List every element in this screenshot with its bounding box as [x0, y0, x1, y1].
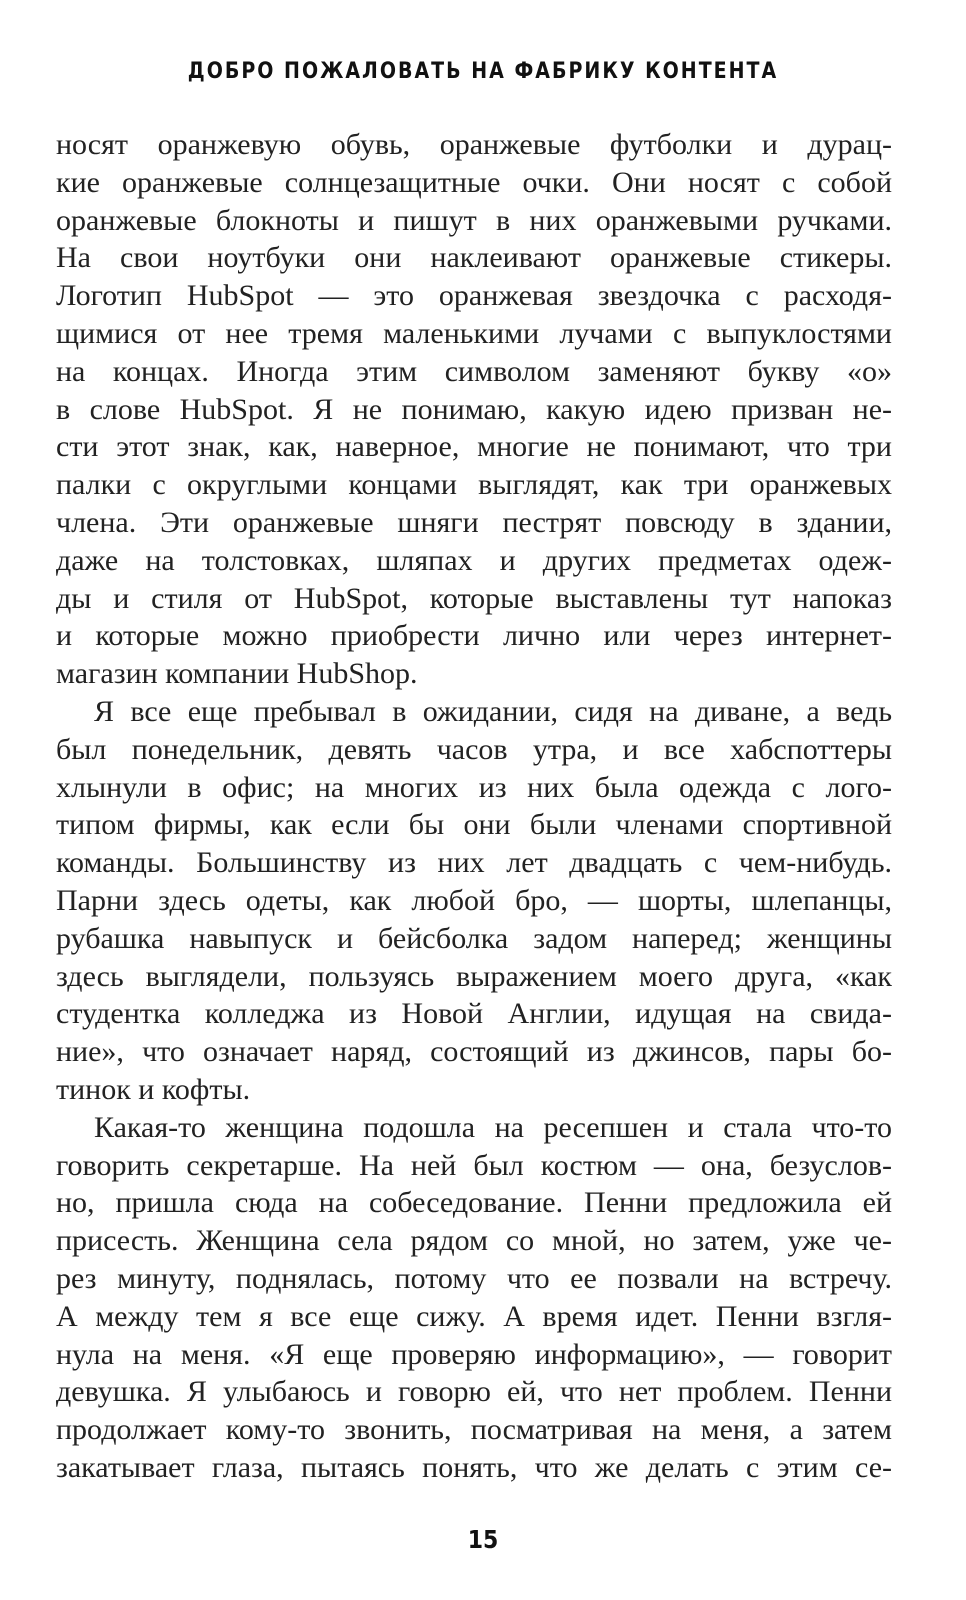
text-line: кие оранжевые солнцезащитные очки. Они носят с собой	[56, 165, 892, 199]
text-line: щимися от нее тремя маленькими лучами с выпуклостями	[56, 316, 892, 350]
text-line: даже на толстовках, шляпах и других предметах одеж-	[56, 543, 892, 577]
running-head: ДОБРО ПОЖАЛОВАТЬ НА ФАБРИКУ КОНТЕНТА	[187, 58, 779, 84]
text-line: говорить секретарше. На ней был костюм — она, безуслов-	[56, 1148, 892, 1182]
text-line: продолжает кому-то звонить, посматривая на меня, а затем	[56, 1413, 892, 1447]
text-line: А между тем я все еще сижу. А время идет. Пенни взгля-	[56, 1299, 892, 1333]
text-line: сти этот знак, как, наверное, многие не понимают, что три	[56, 430, 892, 464]
text-line: здесь выглядели, пользуясь выражением моего друга, «как	[56, 959, 892, 993]
text-line: Парни здесь одеты, как любой бро, — шорты, шлепанцы,	[56, 883, 892, 917]
text-line: рез минуту, поднялась, потому что ее позвали на встречу.	[56, 1261, 892, 1295]
text-line: палки с округлыми концами выглядят, как три оранжевых	[56, 468, 892, 502]
text-line: и которые можно приобрести лично или через интернет-	[56, 619, 892, 653]
text-line: носят оранжевую обувь, оранжевые футболки и дурац-	[56, 128, 892, 161]
text-line: ды и стиля от HubSpot, которые выставлены тут напоказ	[56, 581, 892, 615]
text-line: хлынули в офис; на многих из них была одежда с лого-	[56, 770, 892, 804]
text-line: Какая-то женщина подошла на ресепшен и стала что-то	[94, 1110, 892, 1144]
page-number: 15	[467, 1526, 499, 1555]
text-line: студентка колледжа из Новой Англии, идущая на свида-	[56, 997, 892, 1031]
text-line: Логотип HubSpot — это оранжевая звездочка с расходя-	[56, 279, 892, 313]
text-line: магазин компании HubShop.	[56, 657, 418, 691]
text-line: нула на меня. «Я еще проверяю информацию», — говорит	[56, 1337, 892, 1371]
text-line: ние», что означает наряд, состоящий из джинсов, пары бо-	[56, 1035, 892, 1069]
text-line: в слове HubSpot. Я не понимаю, какую идею призван не-	[56, 392, 892, 426]
text-line: на концах. Иногда этим символом заменяют букву «о»	[56, 354, 892, 388]
text-line: закатывает глаза, пытаясь понять, что же делать с этим се-	[56, 1450, 892, 1484]
text-line: типом фирмы, как если бы они были членами спортивной	[56, 808, 892, 842]
body-text	[56, 126, 892, 1487]
text-line: был понедельник, девять часов утра, и все хабспоттеры	[56, 732, 892, 766]
text-line: На свои ноутбуки они наклеивают оранжевые стикеры.	[56, 241, 892, 275]
text-line: оранжевые блокноты и пишут в них оранжевыми ручками.	[56, 203, 892, 237]
text-line: команды. Большинству из них лет двадцать с чем-нибудь.	[56, 846, 892, 880]
text-line: но, пришла сюда на собеседование. Пенни предложила ей	[56, 1186, 892, 1220]
text-line: девушка. Я улыбаюсь и говорю ей, что нет проблем. Пенни	[56, 1375, 892, 1409]
text-line: члена. Эти оранжевые шняги пестрят повсюду в здании,	[56, 505, 892, 539]
text-line: тинок и кофты.	[56, 1072, 251, 1106]
text-line: Я все еще пребывал в ожидании, сидя на диване, а ведь	[94, 694, 892, 728]
text-line: присесть. Женщина села рядом со мной, но затем, уже че-	[56, 1224, 892, 1258]
text-line: рубашка навыпуск и бейсболка задом наперед; женщины	[56, 921, 892, 955]
